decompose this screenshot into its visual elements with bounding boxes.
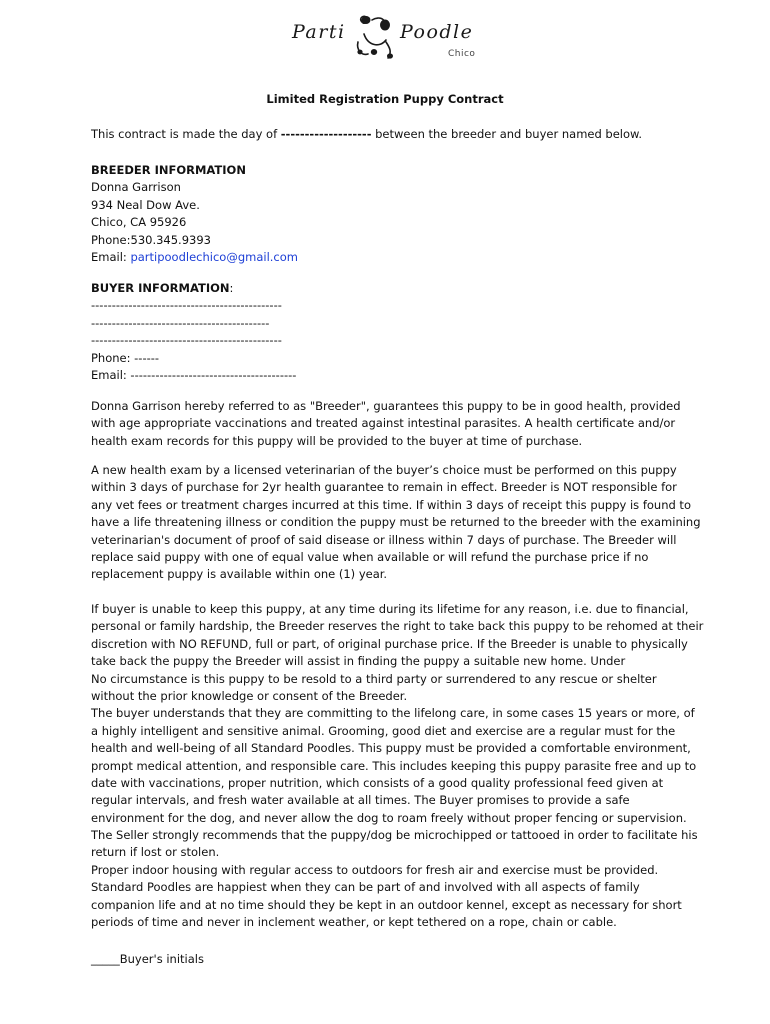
- exam-line: within 3 days of purchase for 2yr health guarantee to remain in effect. Breeder is NOT responsible for: [91, 480, 677, 495]
- parti-poodle-logo: [292, 12, 488, 62]
- care-line: return if lost or stolen.: [91, 845, 220, 860]
- breeder-phone: Phone:530.345.9393: [91, 232, 211, 247]
- logo-word-poodle: Poodle: [400, 21, 474, 43]
- health-exam-paragraph: [91, 462, 701, 584]
- exam-line: have a life threatening illness or condition the puppy must be returned to the breeder with the examining: [91, 515, 701, 530]
- buyer-heading-colon: :: [229, 281, 234, 295]
- care-line: prompt medical attention, and responsible care. This includes keeping this puppy parasite free and up to: [91, 758, 697, 773]
- care-line: Proper indoor housing with regular access to outdoors for fresh air and exercise must be provided.: [91, 862, 659, 877]
- breeder-email-link[interactable]: partipoodlechico@gmail.com: [130, 249, 298, 264]
- breeder-street: 934 Neal Dow Ave.: [91, 197, 200, 212]
- date-blank: -------------------: [280, 127, 372, 141]
- buyer-address-blank: -------------------------------------------: [91, 315, 270, 330]
- health-guarantee-paragraph: [91, 398, 691, 450]
- care-line: take back the puppy the Breeder will assist in finding the puppy a suitable new home. Under: [91, 654, 626, 669]
- care-line: The Seller strongly recommends that the puppy/dog be microchipped or tattooed in order to facilitate his: [91, 828, 698, 843]
- exam-line: any vet fees or treatment charges incurred at this time. If within 3 days of receipt this puppy is found to: [91, 497, 691, 512]
- care-line: health and well-being of all Standard Poodles. This puppy must be provided a comfortable environment,: [91, 741, 691, 756]
- exam-line: replace said puppy with one of equal value when available or will refund the purchase price if no: [91, 549, 649, 564]
- logo-word-parti: Parti: [292, 21, 346, 43]
- buyer-section: [91, 280, 691, 384]
- care-line: Standard Poodles are happiest when they can be part of and involved with all aspects of family: [91, 880, 640, 895]
- exam-line: veterinarian's document of proof of said disease or illness within 7 days of purchase. The Breeder will: [91, 532, 677, 547]
- care-line: a highly intelligent and sensitive animal. Grooming, good diet and exercise are a regular must for the: [91, 723, 676, 738]
- care-line: If buyer is unable to keep this puppy, at any time during its lifetime for any reason, i.e. due to financial,: [91, 602, 689, 616]
- breeder-city: Chico, CA 95926: [91, 215, 187, 230]
- health-line: health exam records for this puppy will be provided to the buyer at time of purchase.: [91, 433, 583, 448]
- contract-title: Limited Registration Puppy Contract: [266, 92, 504, 106]
- care-line: companion life and at no time should they be kept in an outdoor kennel, except as necessary for short: [91, 897, 682, 912]
- buyer-heading-row: [91, 280, 691, 297]
- intro-suffix: between the breeder and buyer named below.: [371, 127, 643, 141]
- exam-line: A new health exam by a licensed veterinarian of the buyer’s choice must be performed on this puppy: [91, 463, 677, 477]
- breeder-section: [91, 162, 691, 266]
- buyer-name-blank: ----------------------------------------------: [91, 298, 282, 313]
- buyer-city-blank: ----------------------------------------------: [91, 333, 282, 348]
- care-line: regular intervals, and fresh water available at all times. The Buyer promises to provide a safe: [91, 793, 630, 808]
- breeder-email-label: Email:: [91, 249, 131, 264]
- breeder-heading: BREEDER INFORMATION: [91, 163, 246, 177]
- health-line: Donna Garrison hereby referred to as "Breeder", guarantees this puppy to be in good health, provided: [91, 399, 681, 413]
- care-line: discretion with NO REFUND, full or part, of original purchase price. If the Breeder is unable to physically: [91, 636, 688, 651]
- buyer-email-blank: Email: ----------------------------------------: [91, 367, 297, 382]
- care-line: date with vaccinations, proper nutrition, which consists of a good quality professional feed given at: [91, 775, 664, 790]
- breeder-email-row: [91, 249, 691, 266]
- health-line: with age appropriate vaccinations and treated against intestinal parasites. A health certificate and/or: [91, 416, 676, 431]
- intro-prefix: This contract is made the day of: [91, 127, 281, 141]
- rehome-care-paragraph: [91, 601, 704, 931]
- buyer-heading: BUYER INFORMATION: [91, 281, 230, 295]
- buyer-initials-line: _____Buyer's initials: [91, 952, 204, 966]
- care-line: personal or family hardship, the Breeder reserves the right to take back this puppy to be rehomed at their: [91, 619, 704, 634]
- exam-line: replacement puppy is available within one (1) year.: [91, 567, 388, 582]
- logo-subtitle: Chico: [448, 49, 476, 59]
- care-line: No circumstance is this puppy to be resold to a third party or surrendered to any rescue or shelter: [91, 671, 657, 686]
- care-line: periods of time and never in inclement weather, or kept tethered on a rope, chain or cable.: [91, 915, 617, 930]
- care-line: environment for the dog, and never allow the dog to roam freely without proper fencing or supervision.: [91, 810, 687, 825]
- care-line: without the prior knowledge or consent of the Breeder.: [91, 688, 408, 703]
- care-line: The buyer understands that they are committing to the lifelong care, in some cases 15 years or more, of: [91, 706, 695, 721]
- breeder-name: Donna Garrison: [91, 180, 181, 195]
- intro-line: [91, 126, 691, 143]
- poodle-silhouette-icon: [350, 12, 400, 62]
- buyer-phone-blank: Phone: ------: [91, 350, 160, 365]
